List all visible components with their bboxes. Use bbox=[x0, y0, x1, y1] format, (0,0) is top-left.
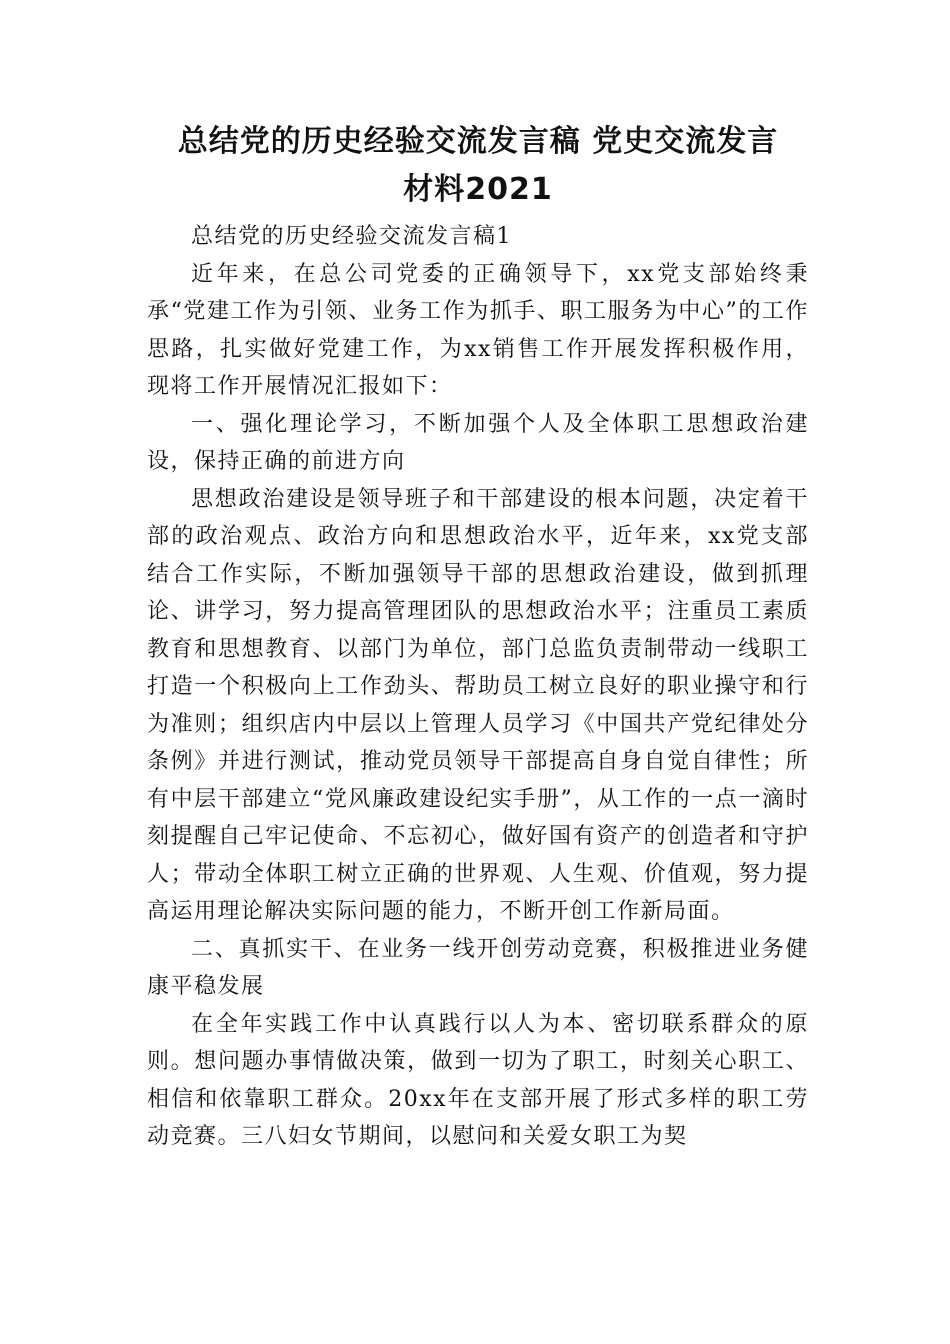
title-line-2: 材料2021 bbox=[403, 172, 553, 207]
document-page bbox=[147, 118, 809, 1156]
section-subtitle: 总结党的历史经验交流发言稿1 bbox=[191, 224, 512, 249]
body-paragraph-practice: 在全年实践工作中认真践行以人为本、密切联系群众的原则。想问题办事情做决策，做到一切为了职工，时刻关心职工、相信和依靠职工群众。20xx年在支部开展了形式多样的职工劳动竞赛。三八妇女节期间，以慰问和关爱女职工为契 bbox=[147, 1011, 809, 1149]
section-heading-1: 一、强化理论学习，不断加强个人及全体职工思想政治建设，保持正确的前进方向 bbox=[147, 411, 809, 474]
document-title bbox=[147, 118, 809, 214]
section-heading-2: 二、真抓实干、在业务一线开创劳动竞赛，积极推进业务健康平稳发展 bbox=[147, 936, 809, 999]
body-paragraph-intro: 近年来，在总公司党委的正确领导下，xx党支部始终秉承“党建工作为引领、业务工作为抓手、职工服务为中心”的工作思路，扎实做好党建工作，为xx销售工作开展发挥积极作用，现将工作开展情况汇报如下： bbox=[147, 261, 809, 399]
title-line-1: 总结党的历史经验交流发言稿 党史交流发言 bbox=[177, 124, 779, 159]
body-paragraph-political: 思想政治建设是领导班子和干部建设的根本问题，决定着干部的政治观点、政治方向和思想政治水平，近年来，xx党支部结合工作实际，不断加强领导干部的思想政治建设，做到抓理论、讲学习，努力提高管理团队的思想政治水平；注重员工素质教育和思想教育、以部门为单位，部门总监负责制带动一线职工打造一个积极向上工作劲头、帮助员工树立良好的职业操守和行为准则；组织店内中层以上管理人员学习《中国共产党纪律处分条例》并进行测试，推动党员领导干部提高自身自觉自律性；所有中层干部建立“党风廉政建设纪实手册”，从工作的一点一滴时刻提醒自己牢记使命、不忘初心，做好国有资产的创造者和守护人；带动全体职工树立正确的世界观、人生观、价值观，努力提高运用理论解决实际问题的能力，不断开创工作新局面。 bbox=[147, 486, 809, 924]
